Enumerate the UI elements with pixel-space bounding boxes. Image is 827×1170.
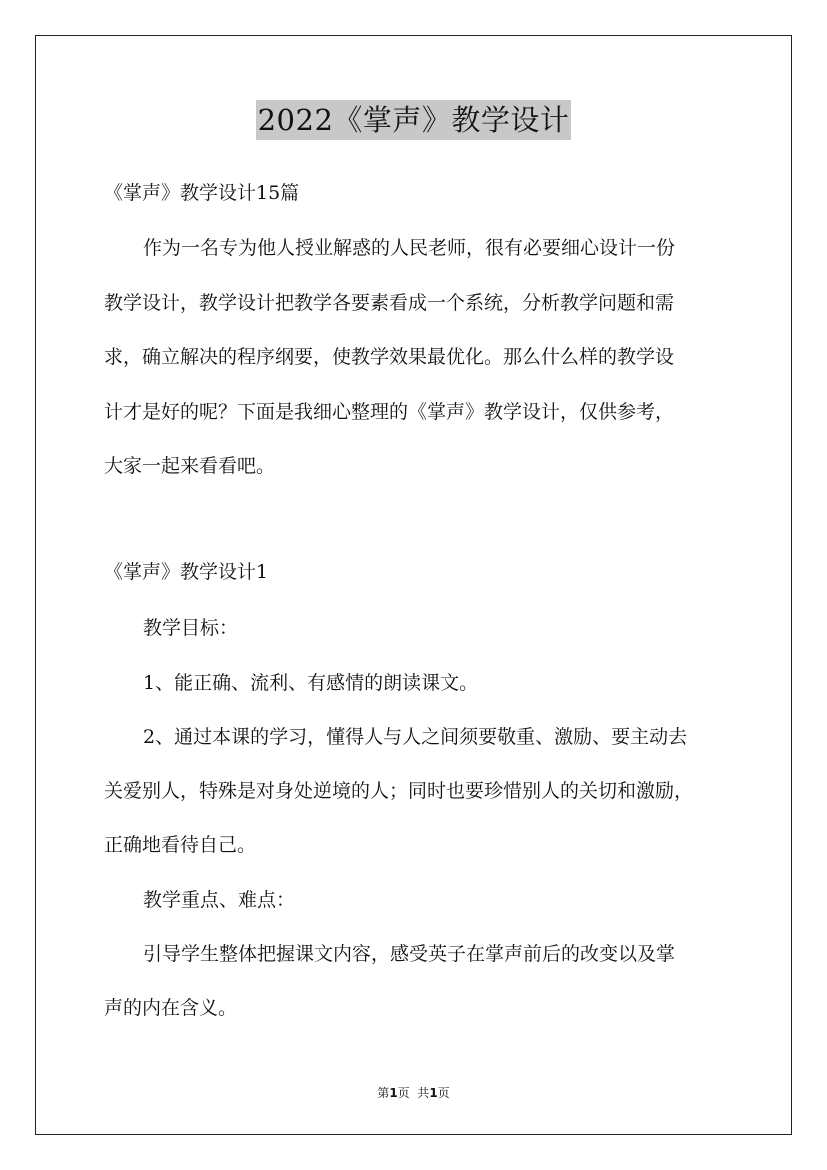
key-points-line: 引导学生整体把握课文内容，感受英子在掌声前后的改变以及掌: [143, 943, 676, 965]
intro-line: 大家一起来看看吧。: [104, 455, 276, 477]
intro-line: 计才是好的呢？下面是我细心整理的《掌声》教学设计，仅供参考，: [104, 401, 675, 423]
key-points-line: 声的内在含义。: [104, 997, 238, 1019]
title-wrap: [0, 100, 827, 140]
goal-line: 正确地看待自己。: [104, 834, 257, 856]
goals-heading: 教学目标：: [143, 617, 239, 639]
intro-line: 教学设计，教学设计把教学各要素看成一个系统，分析教学问题和需: [104, 292, 675, 314]
goal-item: 1、能正确、流利、有感情的朗读课文。: [143, 672, 479, 694]
key-points-heading: 教学重点、难点：: [143, 889, 296, 911]
page-current: 1: [389, 1086, 398, 1100]
page-mid: 页 共: [397, 1086, 430, 1100]
document-title: 2022《掌声》教学设计: [256, 100, 572, 140]
goal-line: 2、通过本课的学习，懂得人与人之间须要敬重、激励、要主动去: [143, 726, 688, 748]
page-prefix: 第: [377, 1086, 390, 1100]
intro-line: 求，确立解决的程序纲要，使教学效果最优化。那么什么样的教学设: [104, 346, 675, 368]
intro-line: 作为一名专为他人授业解惑的人民老师，很有必要细心设计一份: [143, 237, 676, 259]
page-footer: [0, 1084, 827, 1101]
document-subtitle: 《掌声》教学设计15篇: [104, 182, 300, 204]
page-suffix: 页: [437, 1086, 450, 1100]
goal-line: 关爱别人，特殊是对身处逆境的人；同时也要珍惜别人的关切和激励，: [104, 780, 694, 802]
section-heading: 《掌声》教学设计1: [104, 561, 269, 583]
page-total: 1: [429, 1086, 438, 1100]
